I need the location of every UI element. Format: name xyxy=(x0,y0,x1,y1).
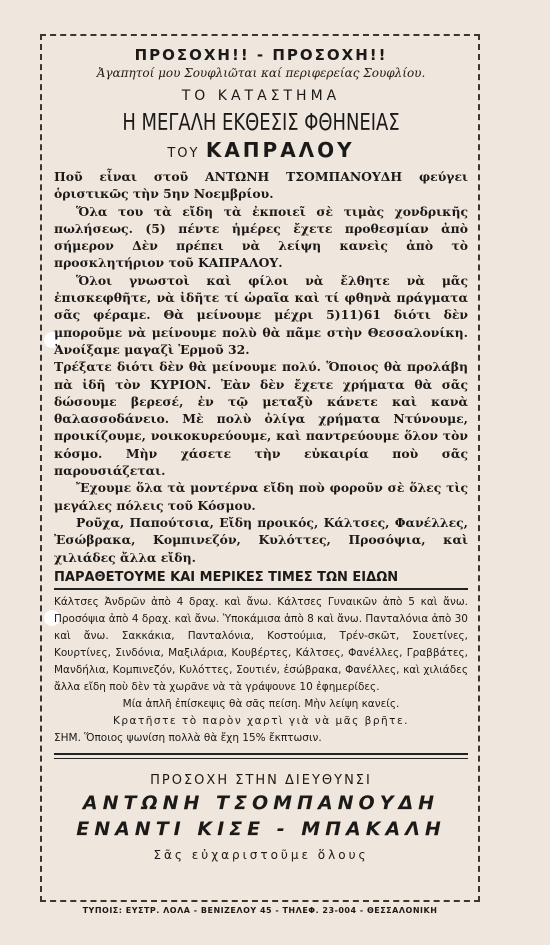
prices-heading: ΠΑΡΑΘΕΤΟΥΜΕ ΚΑΙ ΜΕΡΙΚΕΣ ΤΙΜΕΣ ΤΩΝ ΕΙΔΩΝ xyxy=(54,569,399,585)
of-label: ΤΟΥ xyxy=(167,146,200,161)
address-block xyxy=(54,773,468,862)
store-name xyxy=(54,138,468,162)
attention-heading: ΠΡΟΣΟΧΗ!! - ΠΡΟΣΟΧΗ!! xyxy=(134,46,388,64)
paragraph-3: Ὅλοι γνωστοὶ καὶ φίλοι νὰ ἔλθητε νὰ μᾶς ἐπισκεφθῆτε, νὰ ἰδῆτε τί ὡραῖα καὶ τί φθηνὰ πράγματα σᾶς φέραμε. Θὰ μείνουμε μέχρι 5)11)61 διότι δὲν μποροῦμε νὰ μείνουμε πολὺ θὰ πᾶμε στὴν Θεσσαλονίκη. Ἀνοίξαμε μαγαζὶ Ἑρμοῦ 32. xyxy=(54,272,468,357)
paragraph-5: Ἔχουμε ὅλα τὰ μοντέρνα εἴδη ποὺ φοροῦν σὲ ὅλες τὶς μεγάλες πόλεις τοῦ Κόσμου. xyxy=(54,480,468,513)
paragraph-4: Τρέξατε διότι δὲν θὰ μείνουμε πολύ. Ὅποιος θὰ προλάβη πὰ ἰδῆ τὸν ΚΥΡΙΟΝ. Ἐὰν δὲν ἔχετε χρήματα θὰ σᾶς δώσουμε βερεσέ, ἐν τῷ μεταξὺ κάνετε καὶ κανὰ θαλασσοδάνειο. Μὲ πολὺ ὀλίγα χρήματα Ντύνουμε, προικίζουμε, νοικοκυρεύουμε, καὶ παντρεύουμε ὅλον τὸν κόσμο. Μὴν χάσετε τὴν εὐκαιρία ποὺ σᾶς παρουσιάζεται. xyxy=(54,359,468,479)
paragraph-1: Ποῦ εἶναι στοῦ ΑΝΤΩΝΗ ΤΣΟΜΠΑΝΟΥΔΗ φεύγει ὁριστικῶς τὴν 5ην Νοεμβρίου. xyxy=(54,169,468,202)
price-items: Κάλτσες Ἀνδρῶν ἀπὸ 4 δραχ. καὶ ἄνω. Κάλτσες Γυναικῶν ἀπὸ 5 καὶ ἄνω. Προσόψια ἀπὸ 4 δραχ. καὶ ἄνω. Ὑποκάμισα ἀπὸ 8 καὶ ἄνω. Πανταλόνια ἀπὸ 30 καὶ ἄνω. Σακκάκια, Πανταλόνια, Κοστούμια, Τρέν-σκῶτ, Σουετίνες, Κουρτίνες, Σινδόνια, Μαξιλάρια, Κουβέρτες, Κάλτσες, Φανέλλες, Γραββάτες, Μανδήλια, Κομπινεζόν, Κυλόττες, Σουτιέν, ἐσώβρακα, Φανέλλες, καὶ χιλιάδες ἄλλα εἴδη ποὺ δὲν τὰ χωρᾶνε νὰ τὰ γράψουνε 10 ἐφημερίδες. xyxy=(54,595,468,693)
address-heading: ΠΡΟΣΟΧΗ ΣΤΗΝ ΔΙΕΥΘΥΝΣΙ xyxy=(150,772,372,788)
greeting: Ἀγαπητοί μου Σουφλιῶται καί περιφερείας Σουφλίου. xyxy=(96,66,426,80)
owner-name: ΚΑΠΡΑΛΟΥ xyxy=(205,138,355,162)
discount-note: ΣΗΜ. Ὅποιος ψωνίση πολλὰ θὰ ἔχη 15% ἔκπτωσιν. xyxy=(54,731,322,744)
announcement-body xyxy=(54,168,468,566)
owner-line: ΑΝΤΩΝΗ ΤΣΟΜΠΑΝΟΥΔΗ xyxy=(82,791,440,814)
keep-line: Κρατῆστε τὸ παρὸν χαρτὶ γιὰ νὰ μᾶς βρῆτε. xyxy=(112,714,410,727)
divider xyxy=(54,758,468,759)
price-list xyxy=(54,594,468,747)
visit-line: Μία ἁπλῆ ἐπίσκεψις θὰ σᾶς πείση. Μὴν λείψη κανείς. xyxy=(122,697,400,710)
location-line: ΕΝΑΝΤΙ ΚΙΣΕ - ΜΠΑΚΑΛΗ xyxy=(76,817,446,840)
exhibition-title: Η ΜΕΓΑΛΗ ΕΚΘΕΣΙΣ ΦΘΗΝΕΙΑΣ xyxy=(122,110,400,136)
divider xyxy=(54,588,468,590)
flyer xyxy=(40,34,480,902)
printer-credit: ΤΥΠΟΙΣ: ΕΥΣΤΡ. ΛΟΛΑ - ΒΕΝΙΖΕΛΟΥ 45 - ΤΗΛΕΦ. 23-004 - ΘΕΣΣΑΛΟΝΙΚΗ xyxy=(82,906,438,915)
divider xyxy=(54,753,468,755)
store-label: ΤΟ ΚΑΤΑΣΤΗΜΑ xyxy=(181,88,341,104)
paragraph-6: Ροῦχα, Παπούτσια, Εἴδη προικός, Κάλτσες, Φανέλλες, Ἐσώβρακα, Κομπινεζόν, Κυλόττες, Προσόψια, καὶ χιλιάδες ἄλλα εἴδη. xyxy=(54,514,468,565)
paragraph-2: Ὅλα του τὰ εἴδη τὰ ἐκποιεῖ σὲ τιμὰς χονδρικῆς πωλήσεως. (5) πέντε ἡμέρες ἔχετε προθεσμίαν ἀπὸ σήμερον Δὲν πρέπει νὰ λείψη κανεὶς ἀπὸ τὸ προσκλητήριον τοῦ ΚΑΠΡΑΛΟΥ. xyxy=(54,203,468,271)
thanks-line: Σᾶς εὐχαριστοῦμε ὅλους xyxy=(153,847,369,862)
